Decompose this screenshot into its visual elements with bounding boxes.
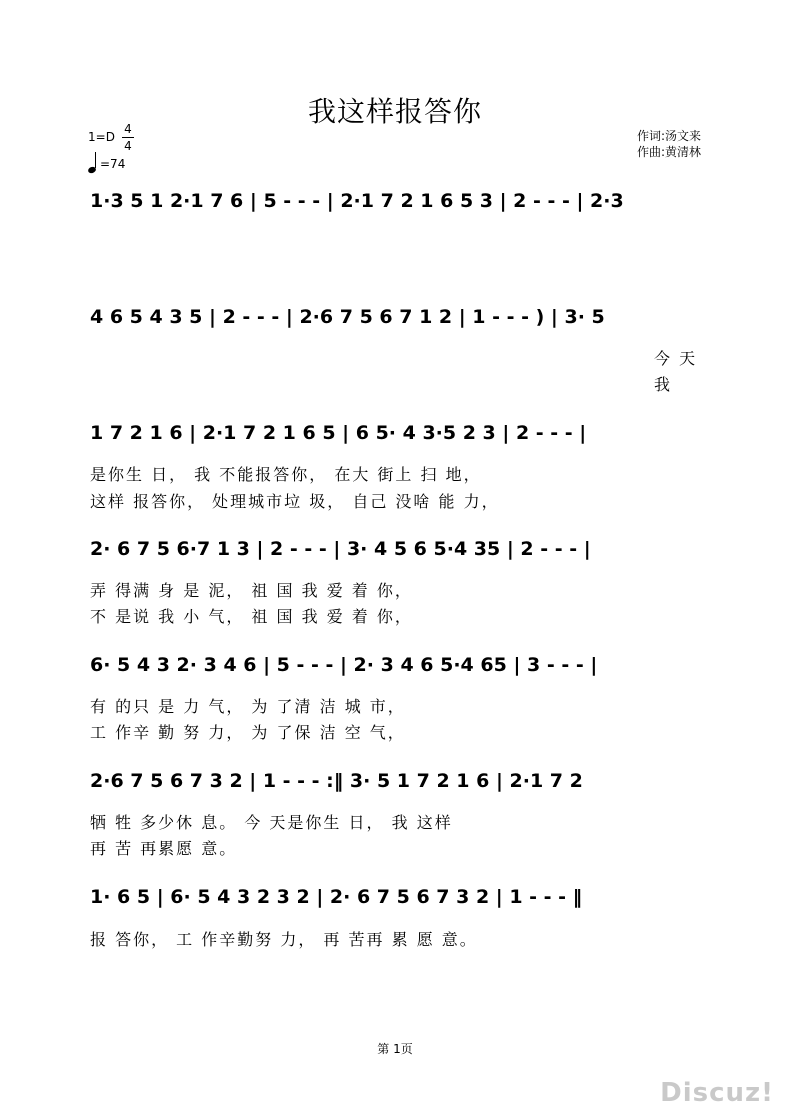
lyric-s2-b: 我 [654, 375, 673, 394]
time-numerator: 4 [124, 122, 132, 136]
lyric-s5-a: 有 的只 是 力 气， 为 了清 洁 城 市， [90, 697, 406, 716]
lyricist: 作词:汤文来 [637, 129, 702, 143]
watermark-logo: Discuz! [660, 1078, 774, 1108]
credits [637, 128, 701, 160]
staff-line-4: 2· 6 7 5 6·7 1 3 | 2 - - - | 3· 4 5 6 5·4 35 | 2 - - - | [90, 538, 591, 560]
page-number: 第 1页 [377, 1042, 413, 1056]
staff-line-7: 1· 6 5 | 6· 5 4 3 2 3 2 | 2· 6 7 5 6 7 3 2 | 1 - - - ‖ [90, 886, 583, 908]
tempo-marking [88, 155, 125, 171]
page-title: 我这样报答你 [307, 95, 482, 128]
staff-line-2: 4 6 5 4 3 5 | 2 - - - | 2·6 7 5 6 7 1 2 | 1 - - - ) | 3· 5 [90, 306, 605, 328]
time-signature [122, 121, 134, 154]
composer: 作曲:黄清林 [637, 145, 702, 159]
lyric-s2-a: 今 天 [654, 349, 698, 368]
staff-line-5: 6· 5 4 3 2· 3 4 6 | 5 - - - | 2· 3 4 6 5·4 65 | 3 - - - | [90, 654, 598, 676]
staff-line-6: 2·6 7 5 6 7 3 2 | 1 - - - :‖ 3· 5 1 7 2 1 6 | 2·1 7 2 [90, 770, 583, 792]
lyric-s3-b: 这样 报答你， 处理城市垃 圾， 自己 没啥 能 力， [90, 492, 500, 511]
lyric-s5-b: 工 作辛 勤 努 力， 为 了保 洁 空 气， [90, 723, 406, 742]
lyric-s6-b: 再 苦 再累愿 意。 [90, 839, 238, 858]
lyric-s6-a: 牺 牲 多少休 息。 今 天是你生 日， 我 这样 [90, 813, 453, 832]
staff-line-1: 1·3 5 1 2·1 7 6 | 5 - - - | 2·1 7 2 1 6 5 3 | 2 - - - | 2·3 [90, 190, 624, 212]
staff-line-3: 1 7 2 1 6 | 2·1 7 2 1 6 5 | 6 5· 4 3·5 2 3 | 2 - - - | [90, 422, 587, 444]
lyric-s3-a: 是你生 日， 我 不能报答你， 在大 街上 扫 地， [90, 465, 482, 484]
lyric-s7-a: 报 答你， 工 作辛勤努 力， 再 苦再 累 愿 意。 [90, 930, 478, 949]
lyric-s4-b: 不 是说 我 小 气， 祖 国 我 爱 着 你， [90, 607, 413, 626]
time-denominator: 4 [122, 137, 134, 154]
tempo-value: =74 [100, 157, 126, 171]
lyric-s4-a: 弄 得满 身 是 泥， 祖 国 我 爱 着 你， [90, 581, 413, 600]
key-signature: 1=D [88, 130, 115, 144]
